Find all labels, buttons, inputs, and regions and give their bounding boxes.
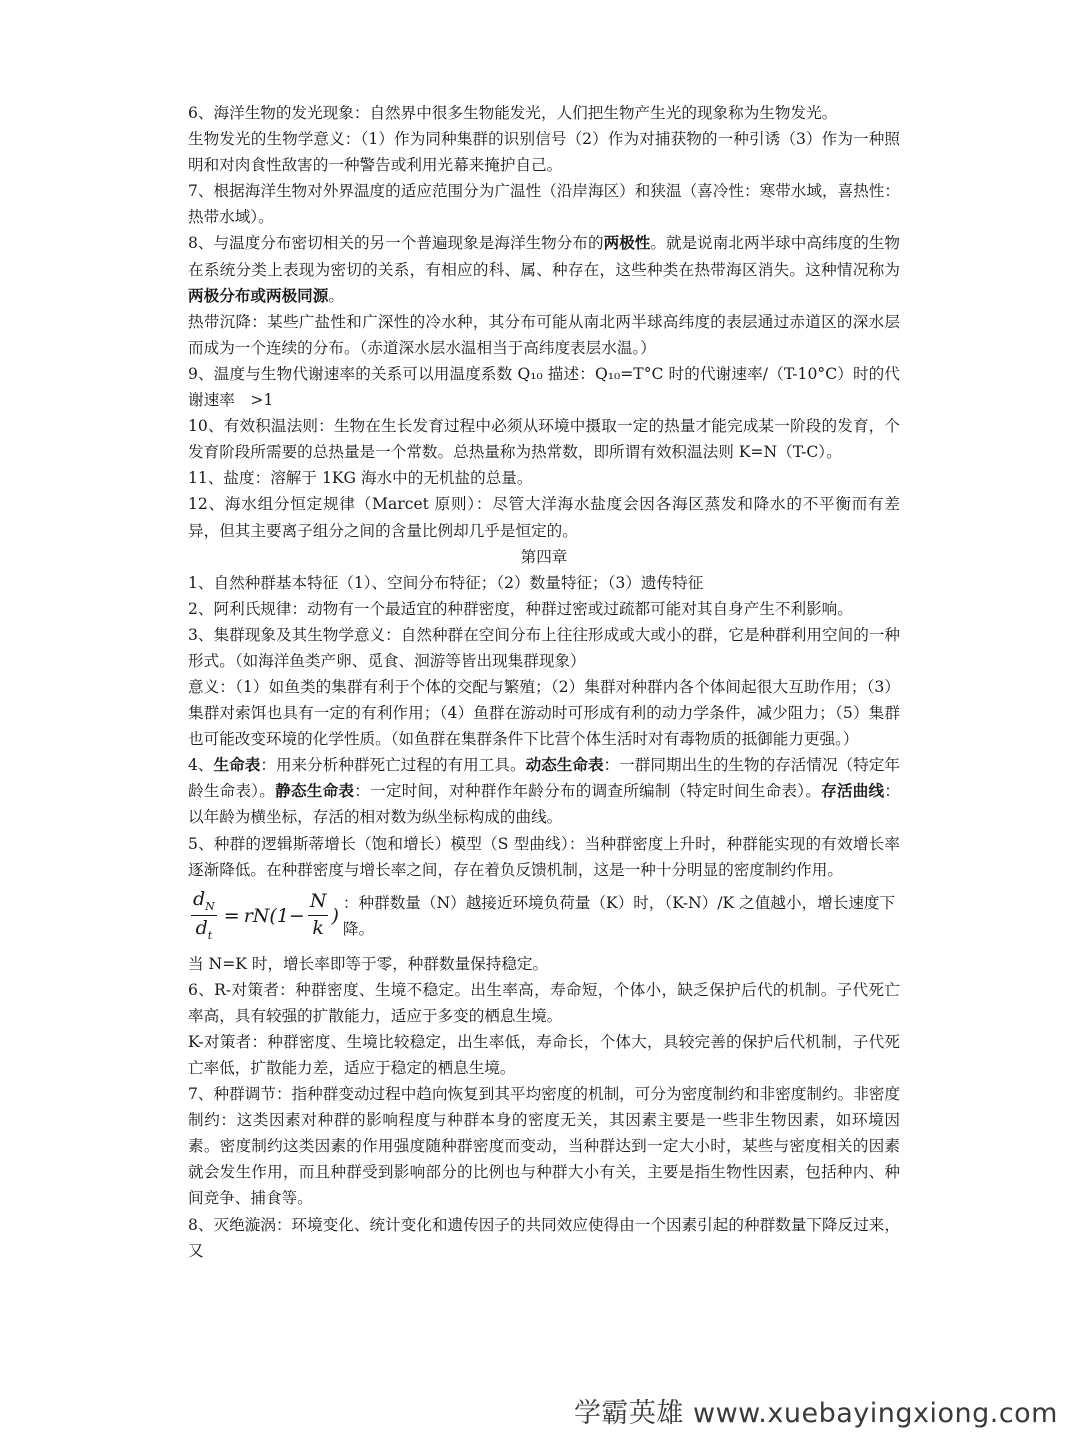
fraction-dn-dt: $\frac{d_N}{d_t}$	[193, 887, 215, 942]
ch4-paragraph-k-strategist: K-对策者：种群密度、生境比较稳定，出生率低，寿命长，个体大，具较完善的保护后代机制，子代死亡率低，扩散能力差，适应于稳定的栖息生境。	[188, 1032, 900, 1077]
paragraph-tropical-submergence: 热带沉降：某些广盐性和广深性的冷水种，其分布可能从南北两半球高纬度的表层通过赤道区的深水层而成为一个连续的分布。（赤道深水层水温相当于高纬度表层水温。）	[188, 312, 900, 357]
paragraph-12: 12、海水组分恒定规律（Marcet 原则）：尽管大洋海水盐度会因各海区蒸发和降水的不平衡而有差异，但其主要离子组分之间的含量比例却几乎是恒定的。	[188, 495, 900, 540]
ch4-paragraph-meaning: 意义：（1）如鱼类的集群有利于个体的交配与繁殖；（2）集群对种群内各个体间起很大互助作用；（3）集群对索饵也具有一定的有利作用；（4）鱼群在游动时可形成有利的动力学条件，减少阻力；（5）集群也可能改变环境的化学性质。（如鱼群在集群条件下比营个体生活时对有毒物质的抵御能力更强。）	[188, 677, 900, 749]
paragraph-10: 10、有效积温法则：生物在生长发育过程中必须从环境中摄取一定的热量才能完成某一阶段的发育，个发育阶段所需要的总热量是一个常数。总热量称为热常数，即所谓有效积温法则 K=N（T-C）。	[188, 417, 900, 462]
ch4-paragraph-8: 8、灭绝漩涡：环境变化、统计变化和遗传因子的共同效应使得由一个因素引起的种群数量下降反过来，又	[188, 1215, 900, 1260]
ch4-paragraph-1: 1、自然种群基本特征（1）、空间分布特征；（2）数量特征；（3）遗传特征	[188, 573, 704, 592]
paragraph-bioluminescence-meaning: 生物发光的生物学意义：（1）作为同种集群的识别信号（2）作为对捕获物的一种引诱（3）作为一种照明和对肉食性敌害的一种警告或利用光幕来掩护自己。	[188, 130, 900, 175]
fraction-n-k: $\frac{N}{k}$	[309, 890, 327, 940]
ch4-paragraph-4: 4、生命表：用来分析种群死亡过程的有用工具。动态生命表：一群同期出生的生物的存活情况（特定年龄生命表）。静态生命表：一定时间，对种群作年龄分布的调查所编制（特定时间生命表）。存活曲线：以年龄为横坐标，存活的相对数为纵坐标构成的曲线。	[188, 755, 900, 827]
chapter-title: 第四章	[520, 547, 568, 566]
ch4-paragraph-3: 3、集群现象及其生物学意义：自然种群在空间分布上往往形成或大或小的群，它是种群利用空间的一种形式。（如海洋鱼类产卵、觅食、洄游等皆出现集群现象）	[188, 625, 900, 670]
paragraph-11: 11、盐度：溶解于 1KG 海水中的无机盐的总量。	[188, 469, 533, 488]
formula-explanation: ：种群数量（N）越接近环境负荷量（K）时，（K-N）/K 之值越小，增长速度下降。	[342, 893, 896, 938]
ch4-paragraph-2: 2、阿利氏规律：动物有一个最适宜的种群密度，种群过密或过疏都可能对其自身产生不利影响。	[188, 599, 853, 618]
paragraph-8: 8、与温度分布密切相关的另一个普遍现象是海洋生物分布的两极性。就是说南北两半球中高纬度的生物在系统分类上表现为密切的关系，有相应的科、属、种存在，这些种类在热带海区消失。这种情况称为两极分布或两极同源。	[188, 233, 900, 305]
paragraph-n-equals-k: 当 N=K 时，增长率即等于零，种群数量保持稳定。	[188, 954, 549, 973]
logistic-formula-row	[188, 889, 900, 943]
ch4-paragraph-6: 6、R-对策者：种群密度、生境不稳定。出生率高，寿命短，个体小，缺乏保护后代的机制。子代死亡率高，具有较强的扩散能力，适应于多变的栖息生境。	[188, 980, 900, 1025]
logistic-formula: $\frac{d_N}{d_t}$ = rN(1− $\frac{N}{k}$ )	[193, 887, 339, 942]
ch4-paragraph-7: 7、种群调节：指种群变动过程中趋向恢复到其平均密度的机制，可分为密度制约和非密度制约。非密度制约：这类因素对种群的影响程度与种群本身的密度无关，其因素主要是一些非生物因素，如环境因素。密度制约这类因素的作用强度随种群密度而变动，当种群达到一定大小时，某些与密度相关的因素就会发生作用，而且种群受到影响部分的比例也与种群大小有关，主要是指生物性因素，包括种内、种间竞争、捕食等。	[188, 1085, 900, 1208]
paragraph-9: 9、温度与生物代谢速率的关系可以用温度系数 Q₁₀ 描述：Q₁₀=T°C 时的代谢速率/（T-10°C）时的代谢速率 >1	[188, 364, 900, 410]
ch4-paragraph-5: 5、种群的逻辑斯蒂增长（饱和增长）模型（S 型曲线）：当种群密度上升时，种群能实现的有效增长率逐渐降低。在种群密度与增长率之间，存在着负反馈机制，这是一种十分明显的密度制约作用。	[188, 834, 900, 879]
document-page	[188, 100, 900, 1264]
paragraph-6: 6、海洋生物的发光现象：自然界中很多生物能发光，人们把生物产生光的现象称为生物发光。	[188, 104, 838, 122]
site-watermark: 学霸英雄 www.xuebayingxiong.com	[573, 1398, 1058, 1429]
paragraph-7: 7、根据海洋生物对外界温度的适应范围分为广温性（沿岸海区）和狭温（喜冷性：寒带水域，喜热性：热带水域）。	[188, 182, 900, 227]
